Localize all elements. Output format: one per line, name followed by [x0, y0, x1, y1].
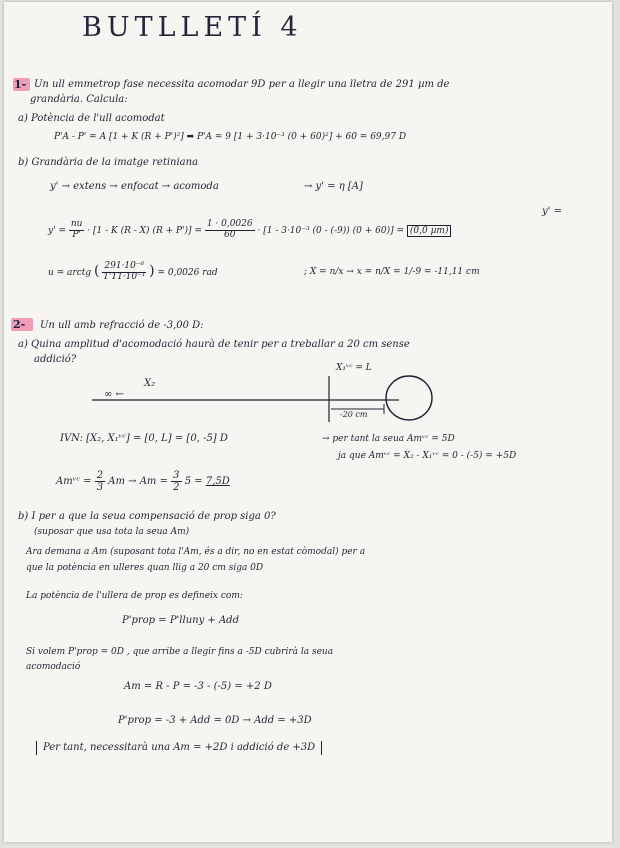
q1b-u-frac-num: 291·10⁻⁶ — [104, 261, 145, 271]
q2a-label-line1: a) Quina amplitud d'acomodació haurà de tenir per a treballar a 20 cm sense — [18, 339, 410, 350]
diag-distance-label: -20 cm — [340, 410, 368, 419]
q2b-formula1: P'prop = P'lluny + Add — [122, 615, 239, 626]
q2b-formula2: Am = R - P = -3 - (-5) = +2 D — [124, 681, 272, 692]
q1-statement-line1: Un ull emmetrop fase necessita acomodar 9D per a llegir una lletra de 291 µm de — [34, 79, 450, 90]
q2b-text-line2: que la potència en ulleres quan llig a 20 cm siga 0D — [26, 563, 264, 573]
q2b-label-line1: b) I per a que la seua compensació de prop siga 0? — [18, 511, 276, 522]
q2-number: 2- — [13, 318, 26, 331]
q2a-am-result: 7,5D — [205, 476, 230, 487]
q2b-text-line4a: Si volem P'prop = 0D , que arribe a llegir fins a -5D cubrirà la seua — [26, 647, 334, 657]
q2a-am-frac2-num: 3 — [173, 470, 180, 481]
q1a-formula: P'A - P' = A [1 + K (R + P')²] ➡ P'A = 9 [1 + 3·10⁻³ (0 + 60)²] + 60 = 69,97 D — [54, 132, 407, 142]
q2a-am-row — [56, 470, 230, 493]
q2a-am-post: 5 = — [184, 476, 206, 487]
q2b-conclusion: Per tant, necessitarà una Am = +2D i addició de +3D — [36, 741, 322, 755]
q1b-frac2-den: 60 — [223, 229, 236, 240]
q1-statement-line2: grandària. Calcula: — [30, 94, 128, 105]
q2b-text-line1: Ara demana a Am (suposant tota l'Am, és a dir, no en estat còmodal) per a — [26, 547, 366, 557]
q2a-ja-que: ja que Amᵛᶜ = X₂ - X₁ᵛᶜ = 0 - (-5) = +5D — [338, 451, 517, 461]
diag-x2-label: X₂ — [144, 378, 156, 389]
q2a-am-pre: Amᵛᶜ = — [56, 476, 95, 487]
q2a-am-mid: Am → Am = — [108, 476, 172, 487]
q2a-label-line2: addició? — [34, 354, 77, 365]
q2a-am-frac-den: 3 — [96, 482, 104, 493]
q1b-frac2-num: 1 · 0,0026 — [206, 219, 253, 229]
paren-open: ( — [94, 262, 100, 279]
q1b-frac1-num: nu — [70, 219, 83, 229]
q2b-label-line2: (suposar que usa tota la seua Am) — [34, 527, 190, 537]
paren-close: ) — [149, 262, 155, 279]
q2a-am-frac2 — [171, 470, 181, 493]
page-title: BUTLLETÍ 4 — [82, 12, 303, 43]
q2b-text-line3: La potència de l'ullera de prop es defineix com: — [26, 591, 243, 601]
q1b-u-frac-den: 1'11·10⁻¹ — [103, 271, 146, 282]
q1b-label: b) Grandària de la imatge retiniana — [18, 157, 199, 168]
q2a-per-tant: → per tant la seua Amᵛᶜ = 5D — [322, 434, 455, 444]
q1b-chain-result: → y' = η [A] — [304, 181, 363, 192]
q1b-side-label: y' = — [542, 206, 562, 217]
q2a-am-frac-num: 2 — [96, 470, 104, 481]
q1b-u-post: = 0,0026 rad — [157, 267, 218, 278]
q1b-x-formula: ; X = n/x → x = n/X = 1/-9 = -11,11 cm — [304, 267, 480, 277]
q2a-ivn: IVN: [X₂, X₁ᵛᶜ] = [0, L] = [0, -5] D — [60, 433, 228, 444]
q2b-text-line4b: acomodació — [26, 662, 81, 672]
q1b-u-pre: u = arctg — [48, 267, 92, 278]
diag-x1-label: X₁ᵛᶜ = L — [336, 363, 372, 373]
q1b-formula-main: y' = — [48, 225, 69, 236]
q2a-am-frac2-den: 2 — [173, 482, 180, 493]
q1-number: 1- — [14, 78, 27, 91]
q2-statement: Un ull amb refracció de -3,00 D: — [40, 320, 204, 331]
diag-infinity-label: ∞ ← — [104, 389, 124, 400]
q1b-formula-tail: · [1 - 3·10⁻³ (0 - (-9)) (0 + 60)] = — [257, 225, 407, 236]
q2b-formula3: P'prop = -3 + Add = 0D → Add = +3D — [118, 715, 312, 726]
eye-circle — [386, 376, 432, 420]
q1b-frac1-den: P' — [72, 229, 81, 240]
q1b-chain: y' → extens → enfocat → acomoda — [50, 181, 219, 192]
q1b-boxed-result: (0,0 µm) — [407, 225, 452, 237]
q1a-label: a) Potència de l'ull acomodat — [18, 113, 165, 124]
q1b-formula-mid: · [1 - K (R - X) (R + P')] = — [87, 225, 205, 236]
paper-sheet — [4, 2, 612, 842]
q2a-am-frac — [95, 470, 105, 493]
